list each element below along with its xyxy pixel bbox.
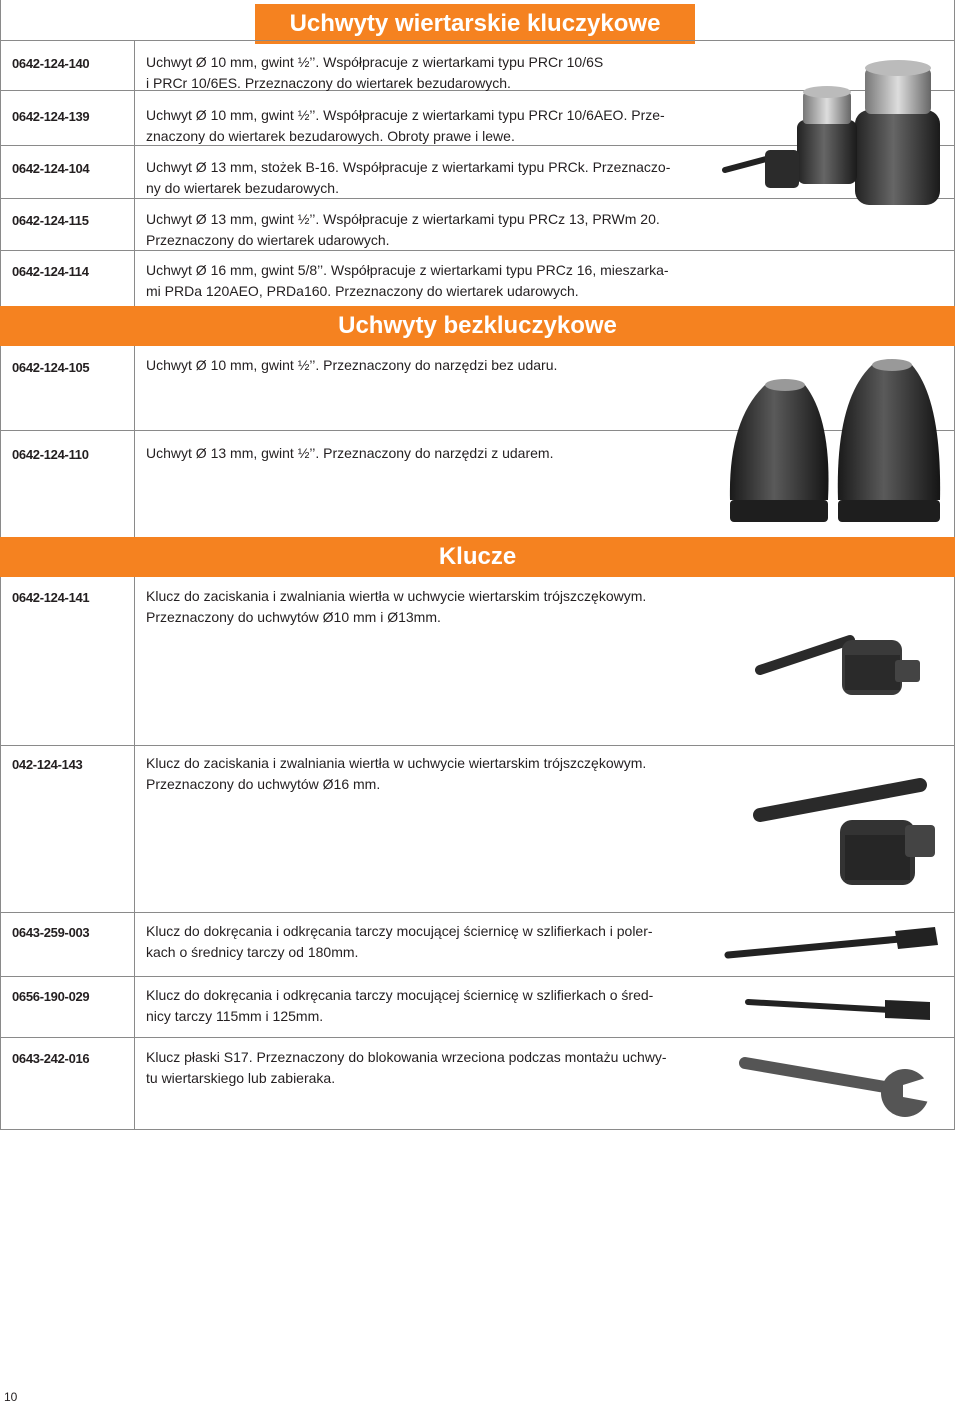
product-description: Klucz płaski S17. Przeznaczony do blokowania wrzeciona podczas montażu uchwy- tu wiertarskiego lub zabieraka.	[146, 1049, 667, 1086]
product-code: 0643-259-003	[12, 925, 90, 940]
keyless-chuck-image	[720, 350, 945, 530]
product-description: Uchwyt Ø 13 mm, gwint ½’’. Współpracuje z wiertarkami typu PRCz 13, PRWm 20. Przeznaczony do wiertarek udarowych.	[146, 211, 660, 248]
product-description: Klucz do zaciskania i zwalniania wiertła w uchwycie wiertarskim trójszczękowym. Przeznaczony do uchwytów Ø10 mm i Ø13mm.	[146, 588, 647, 625]
product-code: 0656-190-029	[12, 989, 90, 1004]
product-code: 0642-124-140	[12, 56, 90, 71]
product-code: 0642-124-105	[12, 360, 90, 375]
page-number: 10	[4, 1390, 18, 1404]
product-description: Uchwyt Ø 13 mm, gwint ½’’. Przeznaczony do narzędzi z udarem.	[146, 445, 554, 461]
product-code: 0642-124-110	[12, 447, 89, 462]
product-code: 0642-124-141	[12, 590, 90, 605]
product-description: Uchwyt Ø 10 mm, gwint ½’’. Współpracuje z wiertarkami typu PRCr 10/6S i PRCr 10/6ES. Przeznaczony do wiertarek bezudarowych.	[146, 54, 604, 91]
product-description: Uchwyt Ø 16 mm, gwint 5/8’’. Współpracuje z wiertarkami typu PRCz 16, mieszarka- mi PRDa 120AEO, PRDa160. Przeznaczony do wiertarek udarowych.	[146, 262, 669, 299]
product-description: Uchwyt Ø 13 mm, stożek B-16. Współpracuje z wiertarkami typu PRCk. Przeznaczo- ny do wiertarek bezudarowych.	[146, 159, 671, 196]
product-code: 0642-124-115	[12, 213, 89, 228]
pin-spanner-small-image	[740, 990, 940, 1030]
product-description: Klucz do dokręcania i odkręcania tarczy mocującej ściernicę w szlifierkach o śred- nicy tarczy 115mm i 125mm.	[146, 987, 654, 1024]
chuck-key-small-image	[750, 610, 930, 720]
product-code: 042-124-143	[12, 757, 83, 772]
product-code: 0642-124-139	[12, 109, 90, 124]
product-description: Klucz do zaciskania i zwalniania wiertła w uchwycie wiertarskim trójszczękowym. Przeznaczony do uchwytów Ø16 mm.	[146, 755, 647, 792]
product-code: 0642-124-114	[12, 264, 89, 279]
flat-wrench-image	[735, 1045, 940, 1120]
section-header-keyed: Uchwyty wiertarskie kluczykowe	[255, 4, 695, 44]
product-description: Klucz do dokręcania i odkręcania tarczy mocującej ściernicę w szlifierkach i poler- kach o średnicy tarczy od 180mm.	[146, 923, 653, 960]
section-header-keys: Klucze	[0, 537, 955, 577]
keyed-chuck-image	[715, 50, 945, 230]
column-divider	[134, 40, 135, 1130]
product-description: Uchwyt Ø 10 mm, gwint ½’’. Współpracuje z wiertarkami typu PRCr 10/6AEO. Prze- znaczony do wiertarek bezudarowych. Obroty prawe i lewe.	[146, 107, 665, 144]
product-code: 0642-124-104	[12, 161, 90, 176]
chuck-key-large-image	[745, 770, 945, 900]
product-description: Uchwyt Ø 10 mm, gwint ½’’. Przeznaczony do narzędzi bez udaru.	[146, 357, 558, 373]
product-code: 0643-242-016	[12, 1051, 90, 1066]
pin-spanner-large-image	[720, 925, 945, 965]
section-header-keyless: Uchwyty bezkluczykowe	[0, 306, 955, 346]
